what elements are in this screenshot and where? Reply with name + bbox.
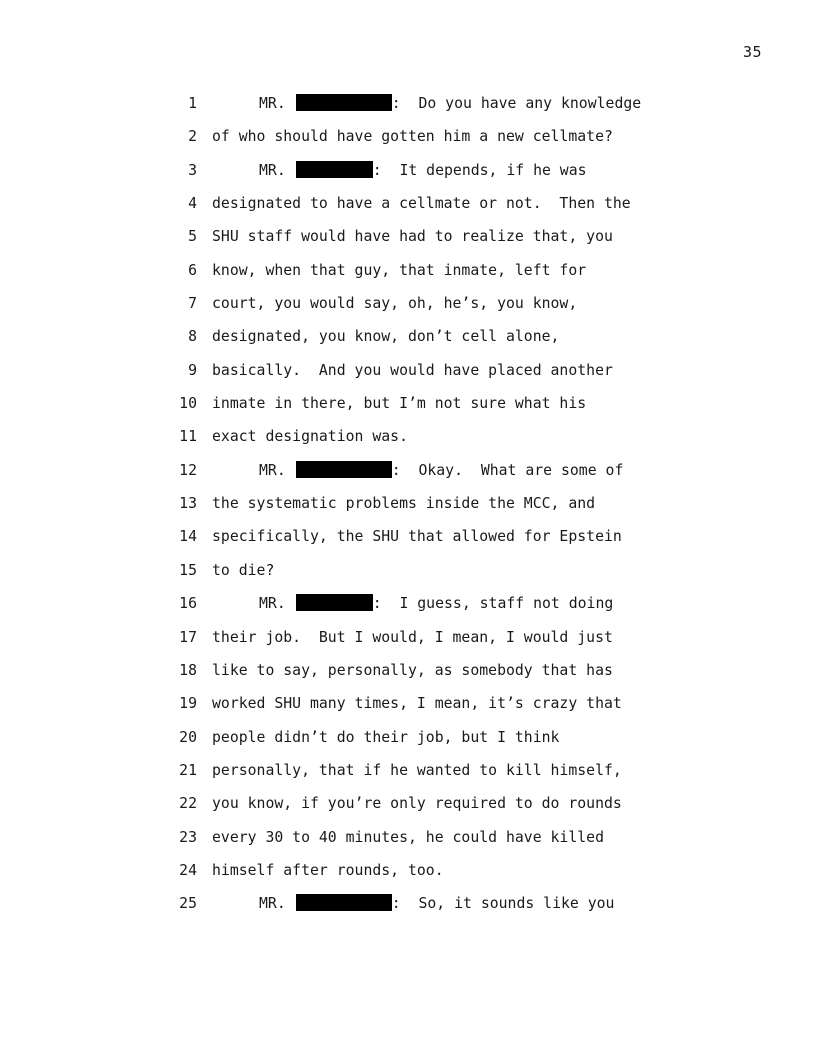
line-number: 12 — [179, 461, 197, 479]
line-number: 7 — [188, 295, 197, 313]
transcript-line — [0, 291, 816, 324]
line-text: designated, you know, don’t cell alone, — [212, 328, 560, 346]
redaction-box — [296, 94, 392, 111]
speaker-label: MR. — [259, 595, 286, 613]
transcript-line — [0, 891, 816, 924]
speaker-line-text — [259, 891, 614, 916]
line-number: 11 — [179, 428, 197, 446]
line-number: 9 — [188, 361, 197, 379]
redaction-box — [296, 894, 392, 911]
line-number: 1 — [188, 95, 197, 112]
speaker-label: MR. — [259, 895, 286, 913]
line-number: 14 — [179, 528, 197, 546]
line-number: 24 — [179, 861, 197, 879]
line-text: of who should have gotten him a new cellmate? — [212, 128, 613, 146]
line-number: 2 — [188, 128, 197, 146]
line-text: inmate in there, but I’m not sure what his — [212, 395, 587, 413]
line-number: 4 — [188, 195, 197, 213]
transcript-line — [0, 625, 816, 658]
redaction-box — [296, 161, 373, 178]
transcript-line — [0, 458, 816, 491]
transcript-line — [0, 158, 816, 191]
line-text: himself after rounds, too. — [212, 861, 444, 879]
transcript-line — [0, 524, 816, 557]
line-number: 21 — [179, 761, 197, 779]
transcript-body — [0, 91, 816, 925]
line-number: 18 — [179, 661, 197, 679]
line-text: their job. But I would, I mean, I would just — [212, 628, 613, 646]
transcript-line — [0, 858, 816, 891]
transcript-line — [0, 725, 816, 758]
line-text: personally, that if he wanted to kill himself, — [212, 761, 622, 779]
speech-text: : Do you have any knowledge — [391, 95, 642, 112]
redaction-box — [296, 461, 392, 478]
line-number: 16 — [179, 595, 197, 613]
speaker-line-text — [259, 91, 641, 116]
transcript-line — [0, 124, 816, 157]
transcript-line — [0, 491, 816, 524]
speech-text: : So, it sounds like you — [391, 895, 615, 913]
transcript-line — [0, 191, 816, 224]
transcript-line — [0, 224, 816, 257]
speaker-label: MR. — [259, 95, 286, 112]
line-text: exact designation was. — [212, 428, 408, 446]
speech-text: : I guess, staff not doing — [372, 595, 614, 613]
speaker-line-text — [259, 458, 623, 483]
transcript-line — [0, 558, 816, 591]
line-number: 15 — [179, 561, 197, 579]
line-number: 17 — [179, 628, 197, 646]
line-number: 10 — [179, 395, 197, 413]
line-number: 5 — [188, 228, 197, 246]
line-text: people didn’t do their job, but I think — [212, 728, 560, 746]
line-number: 8 — [188, 328, 197, 346]
line-text: you know, if you’re only required to do rounds — [212, 795, 622, 813]
transcript-line — [0, 358, 816, 391]
speaker-line-text — [259, 158, 587, 183]
page-number: 35 — [742, 43, 762, 61]
line-text: know, when that guy, that inmate, left for — [212, 261, 587, 279]
line-text: SHU staff would have had to realize that, you — [212, 228, 613, 246]
transcript-line — [0, 825, 816, 858]
speech-text: : Okay. What are some of — [391, 461, 624, 479]
transcript-line — [0, 391, 816, 424]
transcript-line — [0, 691, 816, 724]
transcript-line — [0, 258, 816, 291]
line-number: 6 — [188, 261, 197, 279]
line-text: court, you would say, oh, he’s, you know, — [212, 295, 578, 313]
transcript-line — [0, 91, 816, 124]
transcript-line — [0, 658, 816, 691]
transcript-line — [0, 758, 816, 791]
line-text: the systematic problems inside the MCC, and — [212, 495, 596, 513]
line-text: worked SHU many times, I mean, it’s crazy that — [212, 695, 622, 713]
line-text: specifically, the SHU that allowed for Epstein — [212, 528, 622, 546]
speech-text: : It depends, if he was — [372, 161, 587, 179]
line-text: designated to have a cellmate or not. Then the — [212, 195, 631, 213]
transcript-line — [0, 791, 816, 824]
speaker-line-text — [259, 591, 613, 616]
line-number: 22 — [179, 795, 197, 813]
transcript-line — [0, 424, 816, 457]
line-number: 3 — [188, 161, 197, 179]
transcript-line — [0, 324, 816, 357]
line-text: every 30 to 40 minutes, he could have killed — [212, 828, 604, 846]
line-number: 20 — [179, 728, 197, 746]
transcript-line — [0, 591, 816, 624]
speaker-label: MR. — [259, 161, 286, 179]
speaker-label: MR. — [259, 461, 286, 479]
line-text: basically. And you would have placed another — [212, 361, 613, 379]
line-number: 25 — [179, 895, 197, 913]
redaction-box — [296, 594, 373, 611]
line-number: 19 — [179, 695, 197, 713]
line-number: 13 — [179, 495, 197, 513]
line-number: 23 — [179, 828, 197, 846]
line-text: to die? — [212, 561, 275, 579]
line-text: like to say, personally, as somebody that has — [212, 661, 613, 679]
